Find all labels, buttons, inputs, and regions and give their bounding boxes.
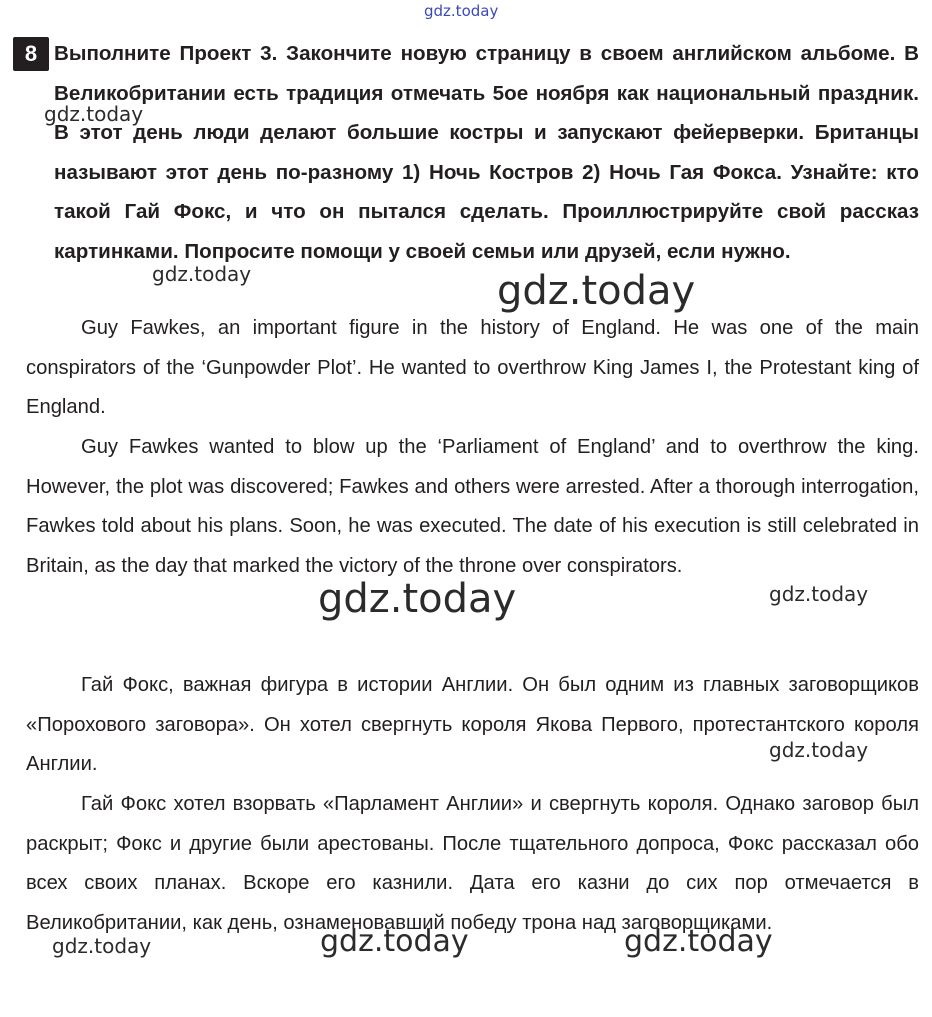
watermark: gdz.today — [318, 576, 517, 622]
task-instructions: Выполните Проект 3. Закончите новую страницу в своем английском альбоме. В Великобритании есть традиция отмечать 5ое ноября как национальный праздник. В этот день люди делают большие костры и запускают фейерверки. Британцы называют этот день по-разному 1) Ночь Костров 2) Ночь Гая Фокса. Узнайте: кто такой Гай Фокс, и что он пытался сделать. Проиллюстрируйте свой рассказ картинками. Попросите помощи у своей семьи или друзей, если нужно. — [54, 42, 919, 263]
task-number-badge: 8 — [13, 37, 49, 71]
watermark: gdz.today — [769, 738, 869, 762]
russian-paragraph-1: Гай Фокс, важная фигура в истории Англии. Он был одним из главных заговорщиков «Порохового заговора». Он хотел свергнуть короля Якова Первого, протестантского короля Англии. — [26, 674, 919, 776]
russian-paragraph-2: Гай Фокс хотел взорвать «Парламент Англии» и свергнуть короля. Однако заговор был раскрыт; Фокс и другие были арестованы. После тщательного допроса, Фокс рассказал обо всех своих планах. Вскоре его казнили. Дата его казни до сих пор отмечается в Великобритании, как день, ознаменовавший победу трона над заговорщиками. — [26, 793, 919, 934]
english-paragraph-1: Guy Fawkes, an important figure in the history of England. He was one of the main conspirators of the ‘Gunpowder Plot’. He wanted to overthrow King James I, the Protestant king of England. — [26, 317, 919, 419]
english-paragraph-2: Guy Fawkes wanted to blow up the ‘Parliament of England’ and to overthrow the king. However, the plot was discovered; Fawkes and others were arrested. After a thorough interrogation, Fawkes told about his plans. Soon, he was executed. The date of his execution is still celebrated in Britain, as the day that marked the victory of the throne over conspirators. — [26, 436, 919, 577]
watermark: gdz.today — [424, 2, 499, 20]
watermark: gdz.today — [52, 934, 152, 958]
watermark: gdz.today — [152, 262, 252, 286]
watermark: gdz.today — [624, 924, 773, 959]
watermark: gdz.today — [769, 582, 869, 606]
watermark: gdz.today — [320, 924, 469, 959]
watermark: gdz.today — [44, 102, 144, 126]
watermark: gdz.today — [497, 268, 696, 314]
